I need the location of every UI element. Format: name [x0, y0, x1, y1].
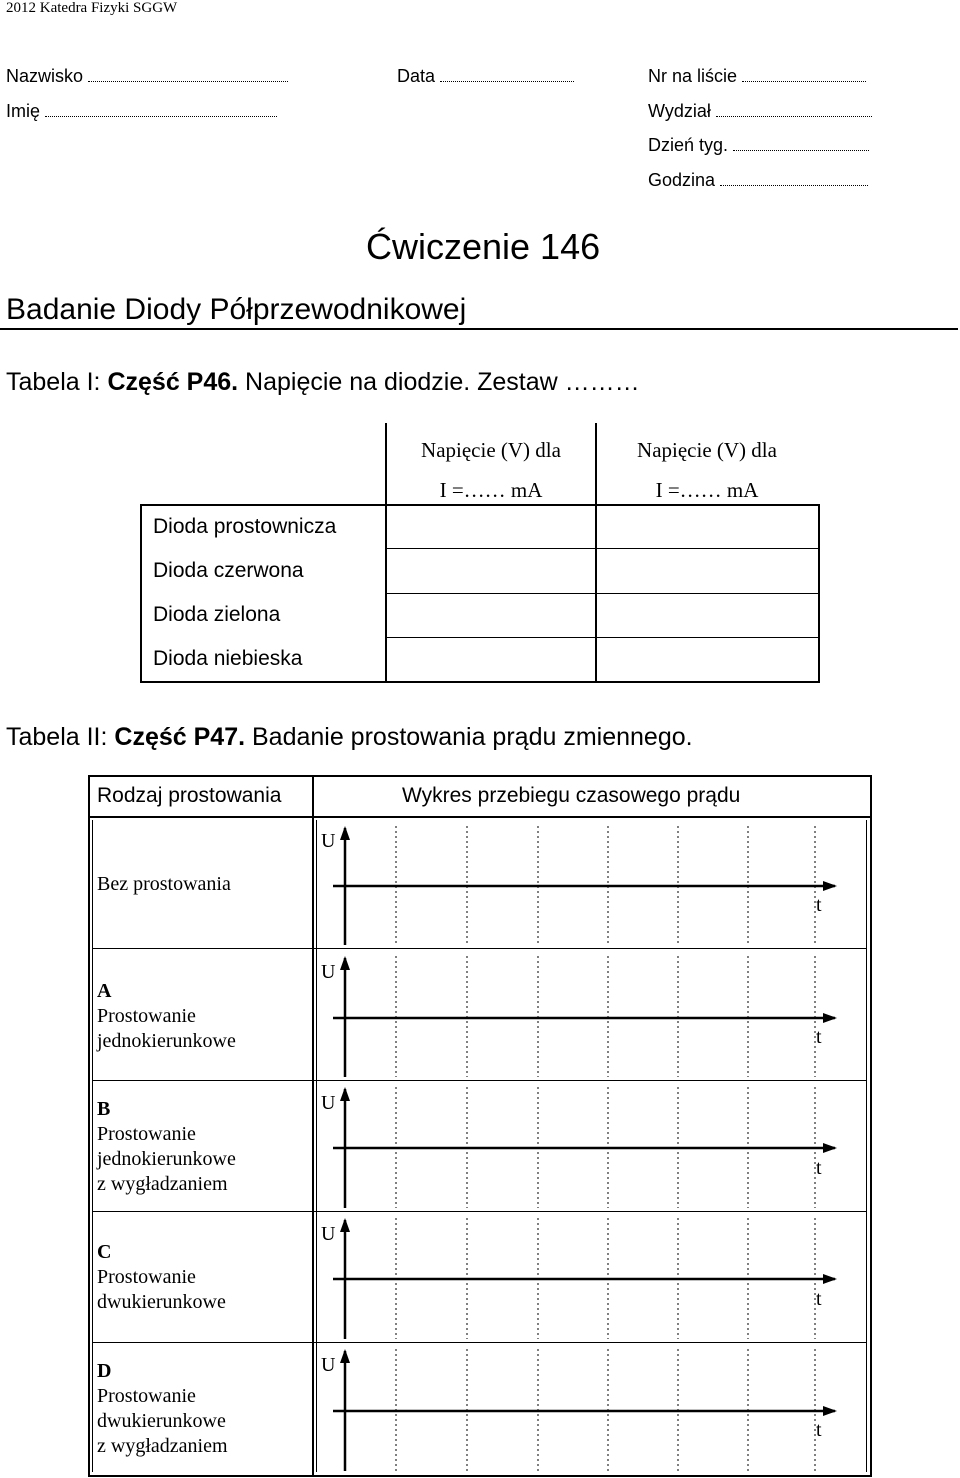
- x-axis-label: t: [816, 894, 822, 916]
- subject-title: Badanie Diody Półprzewodnikowej: [6, 293, 467, 326]
- plot-0[interactable]: [333, 826, 835, 945]
- table1-row-label: Dioda czerwona: [153, 559, 304, 582]
- table2-caption-text: Badanie prostowania prądu zmiennego.: [245, 723, 693, 751]
- x-axis-label: t: [816, 1419, 822, 1441]
- x-axis-label: t: [816, 1157, 822, 1179]
- hour-label: Godzina: [648, 170, 716, 190]
- table2-header-type: Rodzaj prostowania: [97, 784, 282, 807]
- y-axis-label: U: [321, 1092, 336, 1114]
- weekday-label: Dzień tyg.: [648, 135, 729, 155]
- table2-header-plot: Wykres przebiegu czasowego prądu: [402, 784, 741, 807]
- faculty-label: Wydział: [648, 101, 711, 121]
- page-header: 2012 Katedra Fizyki SGGW: [6, 0, 178, 16]
- x-axis-label: t: [816, 1288, 822, 1310]
- table2-row-label: B Prostowanie jednokierunkowe z wygładzaniem: [97, 1098, 236, 1195]
- table1-caption-text: Napięcie na diodzie. Zestaw ………: [238, 368, 640, 396]
- table2-row-label: Bez prostowania: [97, 873, 231, 895]
- plot-4[interactable]: [333, 1349, 835, 1471]
- table2-row-label: A Prostowanie jednokierunkowe: [97, 980, 236, 1052]
- surname-label: Nazwisko: [6, 66, 84, 86]
- y-axis-label: U: [321, 1354, 336, 1376]
- x-axis-label: t: [816, 1026, 822, 1048]
- y-axis-label: U: [321, 961, 336, 983]
- table2-caption-part: Część P47.: [114, 723, 246, 751]
- list-number-label: Nr na liście: [648, 66, 738, 86]
- table1-caption-prefix: Tabela I:: [6, 368, 108, 396]
- table2-row-label: C Prostowanie dwukierunkowe: [97, 1241, 226, 1313]
- table1-header-col2: Napięcie (V) dla I =…… mA: [637, 438, 777, 502]
- table2-caption-prefix: Tabela II:: [6, 723, 115, 751]
- table1-row-label: Dioda zielona: [153, 603, 281, 626]
- first-name-label: Imię: [6, 101, 41, 121]
- plot-1[interactable]: [333, 956, 835, 1077]
- table2-row-label: D Prostowanie dwukierunkowe z wygładzaniem: [97, 1360, 228, 1457]
- date-label: Data: [397, 66, 436, 86]
- plot-2[interactable]: [333, 1087, 835, 1208]
- table1-caption-part: Część P46.: [107, 368, 239, 396]
- table1-row-label: Dioda niebieska: [153, 647, 303, 670]
- plot-3[interactable]: [333, 1218, 835, 1339]
- table1-row-label: Dioda prostownicza: [153, 515, 337, 538]
- y-axis-label: U: [321, 1223, 336, 1245]
- exercise-title: Ćwiczenie 146: [366, 226, 601, 267]
- y-axis-label: U: [321, 830, 336, 852]
- table1-header-col1: Napięcie (V) dla I =…… mA: [421, 438, 561, 502]
